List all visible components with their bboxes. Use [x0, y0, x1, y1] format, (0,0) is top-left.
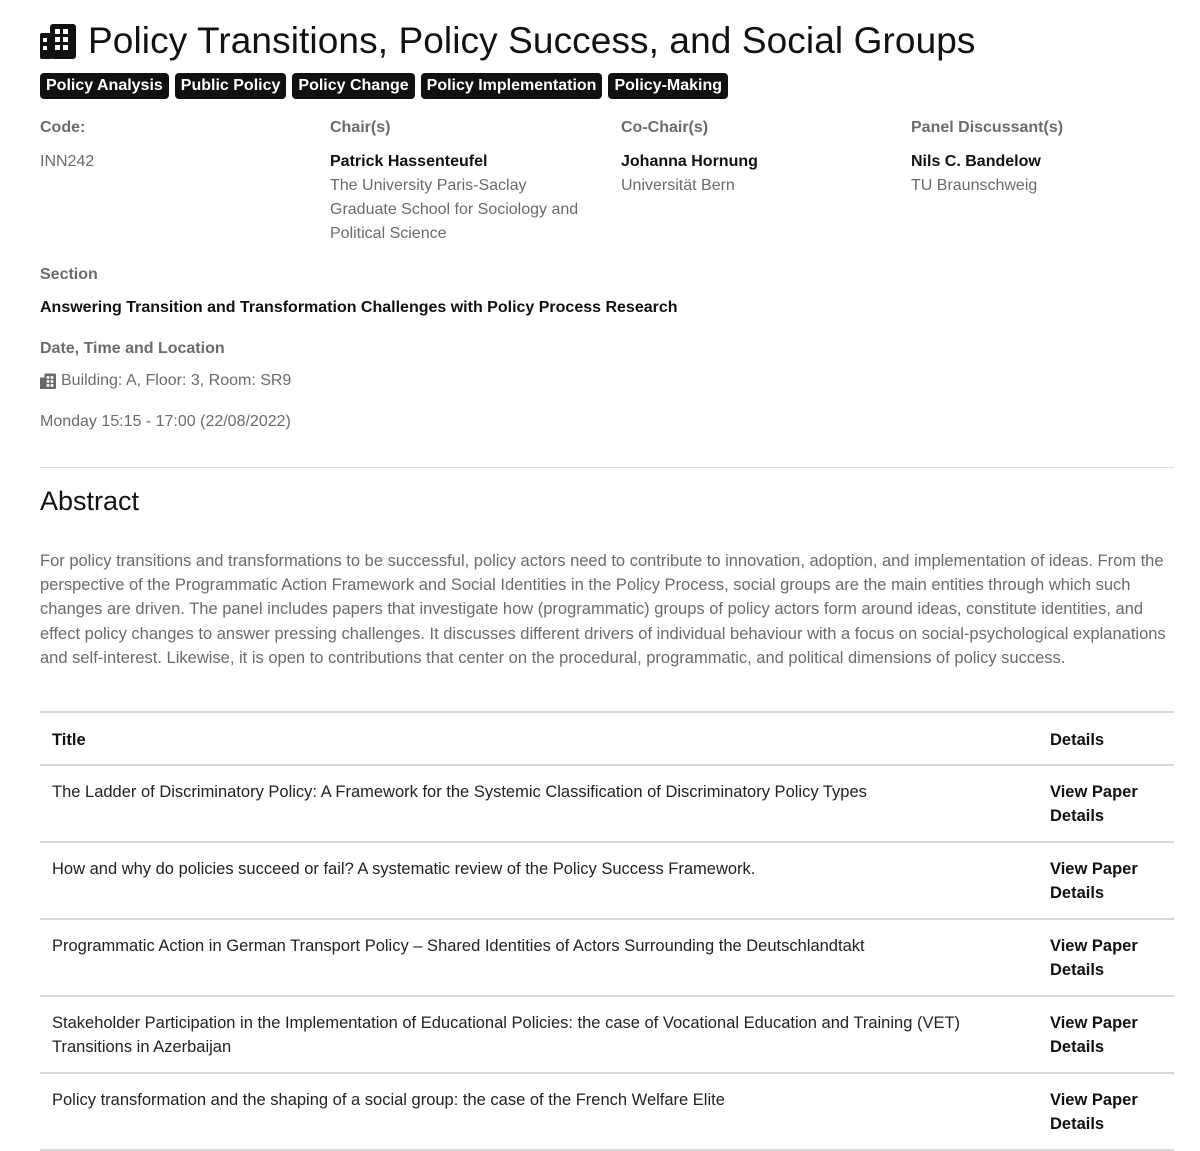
abstract-text: For policy transitions and transformations to be successful, policy actors need to contribute to innovation, adoption, and implementation of ideas. From the perspective of the Programmatic Action Framework and Social Identities in the Policy Process, social groups are the main entities through which such changes are driven. The panel includes papers that investigate how (programmatic) groups of policy actors form around ideas, constitute identities, and effect policy changes to answer pressing challenges. It discusses different drivers of individual behaviour with a focus on social-psychological explanations and self-interest. Likewise, it is open to contributions that center on the procedural, programmatic, and political dimensions of policy success.: [40, 552, 1166, 667]
code-value: INN242: [40, 153, 95, 170]
view-paper-details-link[interactable]: View Paper Details: [1038, 996, 1174, 1073]
view-paper-details-link[interactable]: View Paper Details: [1038, 919, 1174, 996]
building-icon: [40, 373, 56, 389]
cochair-affiliation: Universität Bern: [621, 177, 735, 194]
section-value: Answering Transition and Transformation Challenges with Policy Process Research: [40, 299, 678, 316]
section-label: Section: [40, 266, 98, 283]
tag[interactable]: Policy Analysis: [40, 73, 169, 99]
code-block: [40, 116, 300, 174]
discussant-label: Panel Discussant(s): [911, 119, 1064, 136]
discussant-affiliation: TU Braunschweig: [911, 177, 1038, 194]
tag[interactable]: Policy-Making: [608, 73, 728, 99]
location-row: [40, 369, 291, 393]
divider: [40, 467, 1174, 468]
tag[interactable]: Public Policy: [175, 73, 287, 99]
chair-affiliation: The University Paris-Saclay Graduate School for Sociology and Political Science: [330, 177, 579, 242]
chair-block: [330, 116, 580, 246]
tag-list: [40, 73, 734, 99]
paper-title: Stakeholder Participation in the Implementation of Educational Policies: the case of Vocational Education and Training (VET) Transitions in Azerbaijan: [40, 996, 1038, 1073]
table-row: [40, 1073, 1174, 1150]
table-row: [40, 842, 1174, 919]
chair-label: Chair(s): [330, 119, 391, 136]
schedule-label: Date, Time and Location: [40, 340, 225, 357]
title-row: [40, 18, 976, 64]
table-header-row: [40, 712, 1174, 765]
page-title: Policy Transitions, Policy Success, and Social Groups: [88, 20, 976, 61]
abstract-heading: Abstract: [40, 486, 140, 516]
table-row: [40, 996, 1174, 1073]
papers-table: [40, 711, 1174, 1151]
cochair-label: Co-Chair(s): [621, 119, 709, 136]
chair-name: Patrick Hassenteufel: [330, 153, 488, 170]
paper-title: How and why do policies succeed or fail? A systematic review of the Policy Success Framework.: [40, 842, 1038, 919]
table-row: [40, 919, 1174, 996]
location-text: Building: A, Floor: 3, Room: SR9: [61, 372, 292, 389]
title-column-header: Title: [40, 712, 1038, 765]
paper-title: The Ladder of Discriminatory Policy: A Framework for the Systemic Classification of Discriminatory Policy Types: [40, 765, 1038, 842]
code-label: Code:: [40, 119, 86, 136]
discussant-block: [911, 116, 1171, 198]
discussant-name: Nils C. Bandelow: [911, 153, 1041, 170]
view-paper-details-link[interactable]: View Paper Details: [1038, 1073, 1174, 1150]
datetime-text: Monday 15:15 - 17:00 (22/08/2022): [40, 413, 291, 430]
cochair-name: Johanna Hornung: [621, 153, 758, 170]
building-icon: [40, 23, 76, 59]
tag[interactable]: Policy Implementation: [421, 73, 603, 99]
paper-title: Programmatic Action in German Transport Policy – Shared Identities of Actors Surrounding the Deutschlandtakt: [40, 919, 1038, 996]
view-paper-details-link[interactable]: View Paper Details: [1038, 842, 1174, 919]
paper-title: Policy transformation and the shaping of a social group: the case of the French Welfare Elite: [40, 1073, 1038, 1150]
tag[interactable]: Policy Change: [292, 73, 414, 99]
view-paper-details-link[interactable]: View Paper Details: [1038, 765, 1174, 842]
details-column-header: Details: [1038, 712, 1174, 765]
cochair-block: [621, 116, 881, 198]
table-row: [40, 765, 1174, 842]
